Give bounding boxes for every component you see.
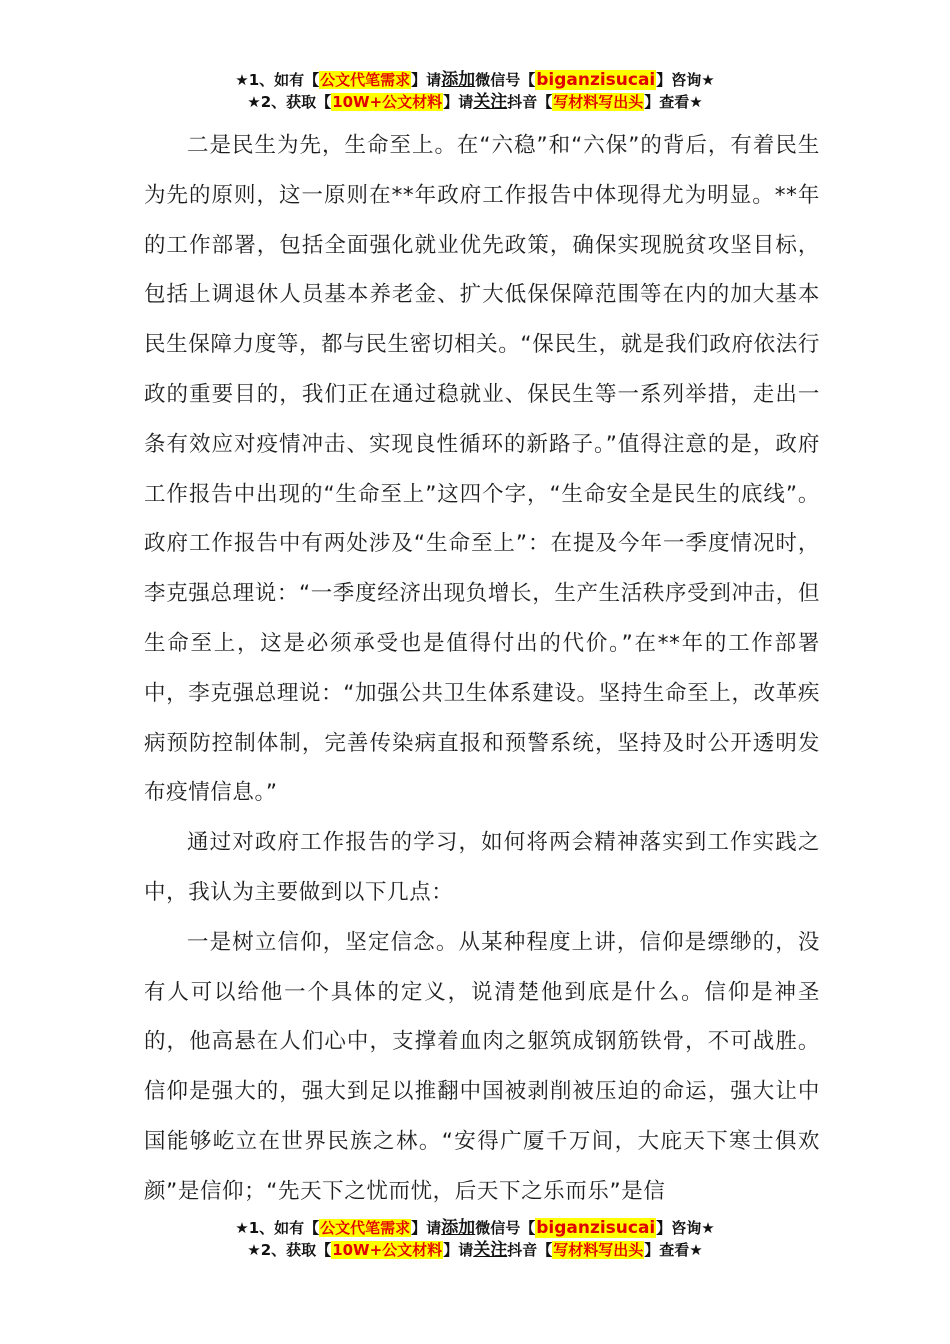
banner-text: 】咨询 xyxy=(656,1219,702,1237)
highlight-text: 公文代笔需求 xyxy=(320,1219,411,1237)
highlight-text: biganzisucai xyxy=(536,70,656,90)
star-icon: ★ xyxy=(247,1241,261,1259)
underlined-text: 关注 xyxy=(473,1240,508,1260)
underlined-text: 添加 xyxy=(441,70,476,90)
banner-line-2 xyxy=(0,91,950,113)
banner-line-1 xyxy=(0,1217,950,1239)
banner-text: 微信号【 xyxy=(475,1219,536,1237)
star-icon: ★ xyxy=(689,1241,703,1259)
banner-text: 微信号【 xyxy=(475,71,536,89)
star-icon: ★ xyxy=(235,1219,249,1237)
document-body xyxy=(144,121,820,1217)
banner-text: 】请 xyxy=(411,71,442,89)
highlight-text: 10W+公文材料 xyxy=(332,93,443,111)
banner-text: 】请 xyxy=(443,1241,474,1259)
header-banner xyxy=(0,69,950,113)
footer-banner xyxy=(0,1217,950,1261)
star-icon: ★ xyxy=(701,71,715,89)
star-icon: ★ xyxy=(247,93,261,111)
banner-line-2 xyxy=(0,1239,950,1261)
highlight-text: 10W+公文材料 xyxy=(332,1241,443,1259)
underlined-text: 关注 xyxy=(473,92,508,112)
banner-text: 1、如有【 xyxy=(248,1219,320,1237)
paragraph: 通过对政府工作报告的学习，如何将两会精神落实到工作实践之中，我认为主要做到以下几点： xyxy=(144,830,820,905)
banner-text: 】查看 xyxy=(644,1241,690,1259)
banner-text: 】查看 xyxy=(644,93,690,111)
banner-text: 1、如有【 xyxy=(248,71,320,89)
banner-text: 抖音【 xyxy=(507,1241,553,1259)
banner-text: 2、获取【 xyxy=(260,93,332,111)
banner-text: 抖音【 xyxy=(507,93,553,111)
highlight-text: 公文代笔需求 xyxy=(320,71,411,89)
star-icon: ★ xyxy=(701,1219,715,1237)
star-icon: ★ xyxy=(689,93,703,111)
banner-line-1 xyxy=(0,69,950,91)
banner-text: 】咨询 xyxy=(656,71,702,89)
banner-text: 】请 xyxy=(443,93,474,111)
highlight-text: biganzisucai xyxy=(536,1218,656,1238)
star-icon: ★ xyxy=(235,71,249,89)
highlight-text: 写材料写出头 xyxy=(553,1241,644,1259)
paragraph: 二是民生为先，生命至上。在“六稳”和“六保”的背后，有着民生为先的原则，这一原则在**年政府工作报告中体现得尤为明显。**年的工作部署，包括全面强化就业优先政策，确保实现脱贫攻坚目标，包括上调退休人员基本养老金、扩大低保保障范围等在内的加大基本民生保障力度等，都与民生密切相关。“保民生，就是我们政府依法行政的重要目的，我们正在通过稳就业、保民生等一系列举措，走出一条有效应对疫情冲击、实现良性循环的新路子。”值得注意的是，政府工作报告中出现的“生命至上”这四个字，“生命安全是民生的底线”。政府工作报告中有两处涉及“生命至上”：在提及今年一季度情况时，李克强总理说：“一季度经济出现负增长，生产生活秩序受到冲击，但生命至上，这是必须承受也是值得付出的代价。”在**年的工作部署中，李克强总理说：“加强公共卫生体系建设。坚持生命至上，改革疾病预防控制体制，完善传染病直报和预警系统，坚持及时公开透明发布疫情信息。” xyxy=(144,133,820,806)
paragraph: 一是树立信仰，坚定信念。从某种程度上讲，信仰是缥缈的，没有人可以给他一个具体的定义，说清楚他到底是什么。信仰是神圣的，他高悬在人们心中，支撑着血肉之躯筑成钢筋铁骨，不可战胜。信仰是强大的，强大到足以推翻中国被剥削被压迫的命运，强大让中国能够屹立在世界民族之林。“安得广厦千万间，大庇天下寒士俱欢颜”是信仰；“先天下之忧而忧，后天下之乐而乐”是信 xyxy=(144,929,820,1204)
banner-text: 2、获取【 xyxy=(260,1241,332,1259)
underlined-text: 添加 xyxy=(441,1218,476,1238)
banner-text: 】请 xyxy=(411,1219,442,1237)
highlight-text: 写材料写出头 xyxy=(553,93,644,111)
